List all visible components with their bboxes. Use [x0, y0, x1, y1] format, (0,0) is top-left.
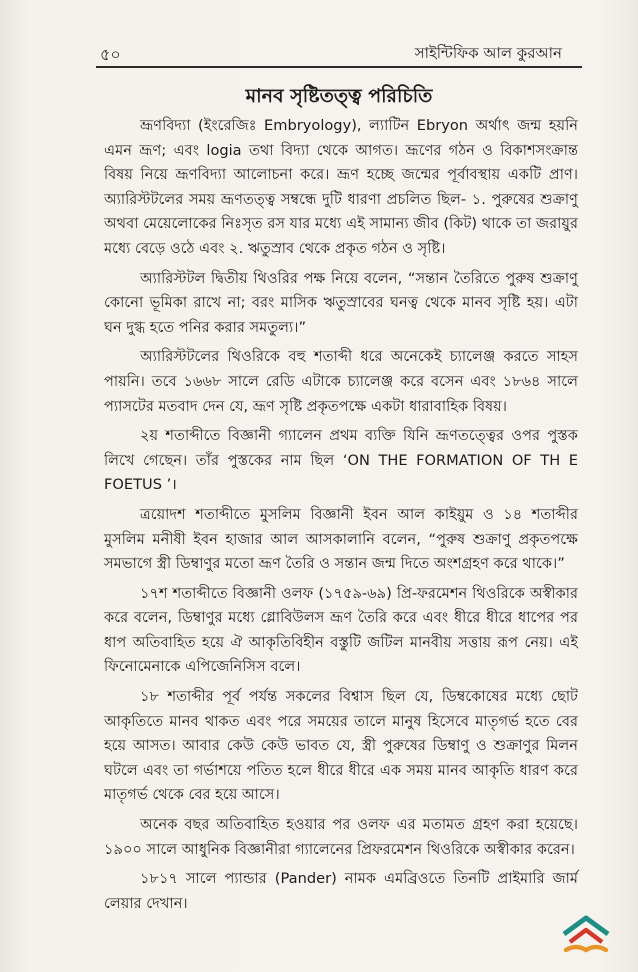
running-title: সাইন্টিফিক আল কুরআন [414, 44, 562, 62]
paragraph: ১৮ শতাব্দীর পূর্ব পর্যন্ত সকলের বিশ্বাস ছিল যে, ডিম্বকোষের মধ্যে ছোট আকৃতিতে মানব থাকত এবং পরে সময়ের তালে মানুষ হিসেবে মাতৃগর্ভ হতে বের হয়ে আসত। আবার কেউ কেউ ভাবত যে, স্ত্রী পুরুষের ডিম্বাণু ও শুক্রাণুর মিলন ঘটলে এবং তা গর্ভাশয়ে পতিত হলে ধীরে ধীরে এক সময় মানব আকৃতি ধারণ করে মাতৃগর্ভ থেকে বের হয়ে আসে। [104, 688, 578, 804]
chapter-title: মানব সৃষ্টিতত্ত্ব পরিচিতি [245, 85, 433, 107]
paragraph: ত্রয়োদশ শতাব্দীতে মুসলিম বিজ্ঞানী ইবন আল কাইয়ুম ও ১৪ শতাব্দীর মুসলিম মনীষী ইবন হাজার আল আসকালানি বলেন, “পুরুষ শুক্রাণু প্রকৃতপক্ষে সমভাগে স্ত্রী ডিম্বাণুর মতো ভ্রূণ তৈরি ও সন্তান জন্ম দিতে অংশগ্রহণ করে থাকে।” [104, 505, 578, 573]
paragraph: ভ্রূণবিদ্যা (ইংরেজিঃ Embryology), ল্যাটিন Ebryon অর্থাৎ জন্ম হয়নি এমন ভ্রূণ; এবং logia তথা বিদ্যা থেকে আগত। ভ্রূণের গঠন ও বিকাশসংক্রান্ত বিষয় নিয়ে ভ্রূণবিদ্যা আলোচনা করে। ভ্রূণ হচ্ছে জন্মের পূর্বাবস্থায় একটি প্রাণ। অ্যারিস্টটলের সময় ভ্রূণতত্ত্ব সম্বন্ধে দুটি ধারণা প্রচলিত ছিল- ১. পুরুষের শুক্রাণু অথবা মেয়েলোকের নিঃসৃত রস যার মধ্যে এই সামান্য জীব (কিট) থাকে তা জরায়ুর মধ্যে বেড়ে ওঠে এবং ২. ঋতুস্রাব থেকে প্রকৃত গঠন ও সৃষ্টি। [104, 117, 578, 257]
body-text [104, 114, 578, 921]
paragraph: অ্যারিস্টটলের থিওরিকে বহু শতাব্দী ধরে অনেকেই চ্যালেঞ্জ করতে সাহস পায়নি। তবে ১৬৬৮ সালে রেডি এটাকে চ্যালেঞ্জ করে বসেন এবং ১৮৬৪ সালে প্যাসটের মতবাদ দেন যে, ভ্রূণ সৃষ্টি প্রকৃতপক্ষে একটা ধারাবাহিক বিষয়। [104, 348, 578, 415]
paragraph: ১৭শ শতাব্দীতে বিজ্ঞানী ওলফ (১৭৫৯-৬৯) প্রি-ফরমেশন থিওরিকে অস্বীকার করে বলেন, ডিম্বাণুর মধ্যে গ্লোবিউলস ভ্রূণ তৈরি করে এবং ধীরে ধীরে ধাপের পর ধাপ অতিবাহিত হয়ে ঐ আকৃতিবিহীন বস্তুটি জটিল মানবীয় সত্তায় রূপ নেয়। এই ফিনোমেনাকে এপিজেনিসিস বলে। [104, 584, 578, 676]
page-header [96, 38, 582, 68]
paragraph: অনেক বছর অতিবাহিত হওয়ার পর ওলফ এর মতামত গ্রহণ করা হয়েছে। ১৯০০ সালে আধুনিক বিজ্ঞানীরা গ্যালেনের প্রিফরমেশন থিওরিকে অস্বীকার করেন। [104, 816, 578, 858]
paragraph: ১৮১৭ সালে প্যান্ডার (Pander) নামক এমব্রিওতে তিনটি প্রাইমারি জার্ম লেয়ার দেখান। [104, 870, 578, 912]
logo-chevron-mark [570, 930, 602, 942]
page-number: ৫০ [100, 45, 121, 64]
logo-book-mark [566, 947, 606, 950]
paragraph: অ্যারিস্টটল দ্বিতীয় থিওরির পক্ষ নিয়ে বলেন, “সন্তান তৈরিতে পুরুষ শুক্রাণু কোনো ভূমিকা রাখে না; বরং মাসিক ঋতুস্রাবের ঘনত্ব থেকে মানব সৃষ্টি হয়। এটা ঘন দুগ্ধ হতে পনির করার সমতুল্য।” [104, 269, 578, 336]
paragraph: ২য় শতাব্দীতে বিজ্ঞানী গ্যালেন প্রথম ব্যক্তি যিনি ভ্রূণতত্ত্বের ওপর পুস্তক লিখে গেছেন। তাঁর পুস্তকের নাম ছিল ‘ON THE FORMATION OF TH E FOETUS ’। [104, 427, 578, 494]
publisher-logo-icon [556, 914, 616, 958]
